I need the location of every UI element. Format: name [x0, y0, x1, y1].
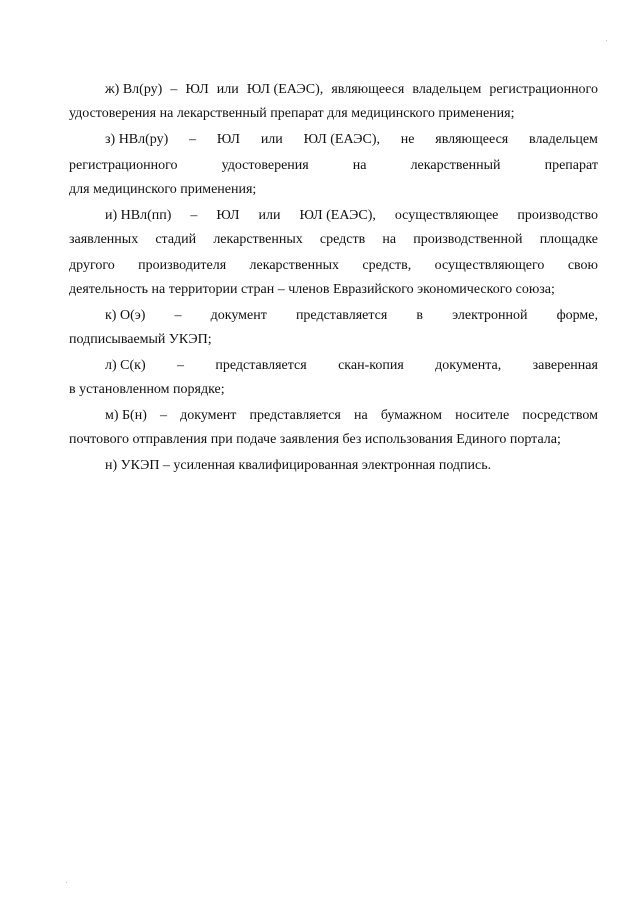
word: заверенная [532, 358, 598, 373]
word: документа, [435, 358, 502, 373]
scan-speck [606, 40, 607, 41]
paragraph-i-line-4 [69, 280, 598, 300]
word: ж) Вл(ру) [105, 82, 163, 97]
word: удостоверения [221, 158, 309, 173]
line-text: удостоверения на лекарственный препарат для медицинского применения; [69, 106, 515, 121]
word: свою [567, 258, 598, 273]
word: заявленных [69, 232, 139, 247]
paragraph-z-line-1 [105, 130, 598, 150]
word: стадий [155, 232, 197, 247]
word: или [258, 208, 281, 223]
paragraph-n-line-1 [105, 456, 598, 476]
word: – [189, 132, 197, 147]
word: форме, [556, 308, 598, 323]
word: документ [210, 308, 267, 323]
word: – [170, 82, 178, 97]
word: осуществляющего [434, 258, 545, 273]
word: з) НВл(ру) [105, 132, 169, 147]
word: площадке [539, 232, 598, 247]
word: производство [517, 208, 598, 223]
word: электронной [452, 308, 528, 323]
word: лекарственный [410, 158, 501, 173]
word: другого [69, 258, 115, 273]
line-text: для медицинского применения; [69, 182, 257, 197]
paragraph-i-line-2 [69, 230, 598, 250]
paragraph-z-line-2 [69, 156, 598, 176]
paragraph-i-line-1 [105, 206, 598, 226]
word: представляется [215, 358, 307, 373]
line-text: почтового отправления при подаче заявления без использования Единого портала; [69, 432, 561, 447]
word: документ [180, 408, 237, 423]
paragraph-i-line-3 [69, 256, 598, 276]
paragraph-z-line-3 [69, 180, 598, 200]
word: представляется [249, 408, 341, 423]
word: бумажном [380, 408, 442, 423]
word: владельцем [412, 82, 482, 97]
word: или [216, 82, 239, 97]
paragraph-m-line-2 [69, 430, 598, 450]
word: лекарственных [249, 258, 340, 273]
word: регистрационного [69, 158, 178, 173]
word: регистрационного [489, 82, 598, 97]
word: м) Б(н) [105, 408, 147, 423]
word: производителя [138, 258, 227, 273]
word: ЮЛ [185, 82, 209, 97]
line-text: деятельность на территории стран – членов Евразийского экономического союза; [69, 282, 555, 297]
word: – [190, 208, 198, 223]
paragraph-k-line-2 [69, 330, 598, 350]
word: средств, [362, 258, 412, 273]
word: владельцем [529, 132, 598, 147]
word: в [416, 308, 424, 323]
word: препарат [544, 158, 598, 173]
word: ЮЛ (ЕАЭС), [299, 208, 376, 223]
line-text: в установленном порядке; [69, 382, 225, 397]
word: средств [319, 232, 366, 247]
word: носителе [455, 408, 510, 423]
word: производственной [413, 232, 523, 247]
word: ЮЛ (ЕАЭС), [303, 132, 380, 147]
word: – [174, 308, 182, 323]
word: являющееся [331, 82, 405, 97]
word: и) НВл(пп) [105, 208, 172, 223]
word: на [382, 232, 397, 247]
word: являющееся [435, 132, 509, 147]
word: на [354, 408, 368, 423]
word: или [260, 132, 283, 147]
line-text: н) УКЭП – усиленная квалифицированная электронная подпись. [105, 458, 492, 473]
word: ЮЛ [216, 208, 240, 223]
word: осуществляющее [394, 208, 499, 223]
word: представляется [295, 308, 388, 323]
paragraph-k-line-1 [105, 306, 598, 326]
word: л) С(к) [105, 358, 146, 373]
word: ЮЛ [216, 132, 241, 147]
paragraph-m-line-1 [105, 406, 598, 426]
line-text: подписываемый УКЭП; [69, 332, 212, 347]
word: лекарственных [213, 232, 303, 247]
paragraph-l-line-2 [69, 380, 598, 400]
word: к) О(э) [105, 308, 146, 323]
paragraph-l-line-1 [105, 356, 598, 376]
word: скан-копия [338, 358, 404, 373]
word: – [160, 408, 168, 423]
word: посредством [522, 408, 598, 423]
paragraph-zh-line-2 [69, 104, 598, 124]
scan-speck [66, 882, 67, 883]
word: на [352, 158, 367, 173]
paragraph-zh-line-1 [105, 80, 598, 100]
word: ЮЛ (ЕАЭС), [246, 82, 324, 97]
word: не [400, 132, 415, 147]
word: – [176, 358, 184, 373]
